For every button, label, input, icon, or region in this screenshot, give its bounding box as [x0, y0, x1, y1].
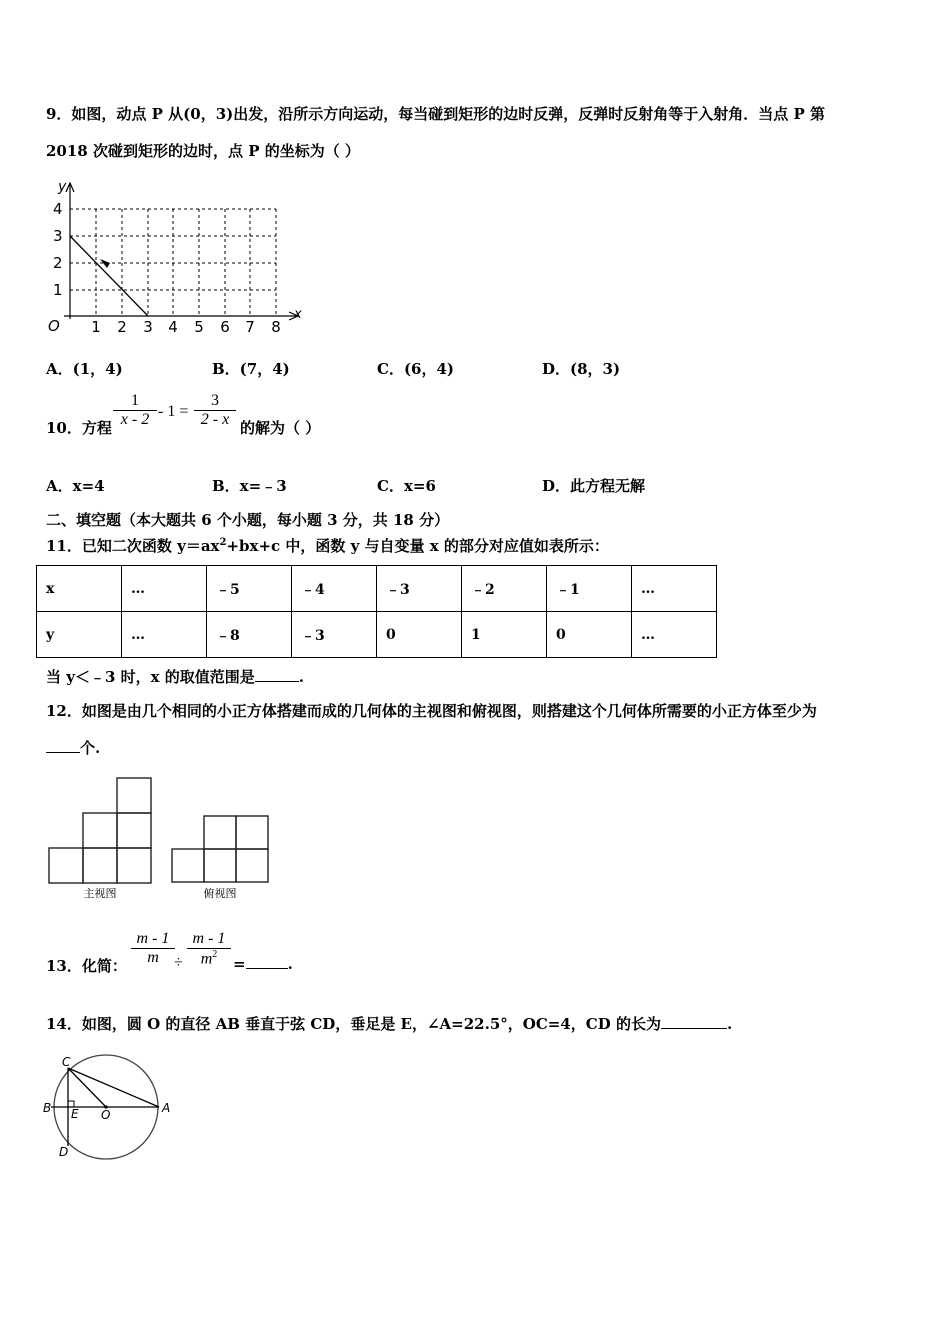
q10-option-b: B．x=﹣3	[212, 477, 287, 495]
q10-option-c: C．x=6	[377, 477, 436, 495]
caption-top-view: 俯视图	[203, 887, 237, 900]
q9-option-d: D．(8，3)	[542, 360, 621, 378]
denominator-base: m	[200, 950, 213, 968]
q10-fraction-1	[113, 392, 157, 429]
point-label-e: E	[71, 1107, 79, 1121]
x-tick: 6	[220, 318, 230, 336]
fraction-denominator	[187, 949, 231, 968]
fraction-numerator: 1	[131, 392, 139, 409]
table-cell: 0	[377, 612, 462, 658]
answer-blank	[661, 1028, 727, 1029]
q11-superscript: 2	[219, 537, 227, 548]
y-tick: 3	[53, 227, 63, 245]
table-cell: x	[37, 566, 122, 612]
table-cell: ﹣5	[207, 566, 292, 612]
q11-after-end: .	[298, 668, 304, 686]
q9-line1: 9．如图，动点 P 从(0，3)出发，沿所示方向运动，每当碰到矩形的边时反弹，反弹时反射角等于入射角．当点 P 第	[46, 105, 825, 123]
q13-equals: =	[233, 955, 246, 973]
answer-blank	[46, 752, 80, 753]
denominator-exponent: 2	[212, 949, 218, 960]
fraction-numerator: m - 1	[192, 930, 226, 947]
fraction-numerator: 3	[211, 392, 219, 409]
q12-line2-end: 个.	[80, 739, 101, 757]
point-label-b: B	[43, 1101, 52, 1115]
y-tick: 1	[53, 281, 63, 299]
answer-blank	[246, 968, 288, 969]
q11-text-a: 11．已知二次函数 y＝ax	[46, 537, 220, 555]
q12-views-figure	[44, 775, 276, 905]
q10-middle: - 1 =	[158, 403, 189, 420]
q13-prefix: 13．化简：	[46, 957, 127, 975]
table-cell: …	[122, 612, 207, 658]
x-tick: 4	[168, 318, 178, 336]
q11-text	[46, 535, 609, 556]
q10-fraction-2	[194, 392, 236, 429]
table-cell: ﹣2	[462, 566, 547, 612]
fraction-denominator: 2 - x	[200, 411, 230, 428]
y-tick: 2	[53, 254, 63, 272]
table-cell: ﹣1	[547, 566, 632, 612]
table-cell: ﹣4	[292, 566, 377, 612]
q9-option-c: C．(6，4)	[377, 360, 455, 378]
x-tick: 7	[245, 318, 255, 336]
table-cell: …	[632, 566, 717, 612]
y-axis-label: y	[58, 179, 67, 195]
q9-coordinate-graph	[40, 176, 310, 336]
q14-circle-figure	[42, 1052, 182, 1162]
origin-label: O	[48, 317, 60, 335]
x-tick: 5	[194, 318, 204, 336]
x-tick: 8	[271, 318, 281, 336]
q14-end: .	[726, 1015, 733, 1033]
q10-prefix: 10．方程	[46, 419, 112, 437]
table-cell: ﹣3	[377, 566, 462, 612]
q13-divide-sign: ÷	[174, 954, 183, 971]
x-axis-label: x	[294, 307, 302, 322]
q13-end: .	[287, 955, 293, 973]
q10-option-d: D．此方程无解	[542, 477, 646, 495]
q10-option-a: A．x=4	[46, 477, 105, 495]
q9-line2: 2018 次碰到矩形的边时，点 P 的坐标为（ ）	[46, 142, 360, 160]
x-tick: 1	[91, 318, 101, 336]
q14-text: 14．如图，圆 O 的直径 AB 垂直于弦 CD，垂足是 E，∠A=22.5°，OC=4，CD 的长为	[46, 1015, 661, 1033]
q9-option-b: B．(7，4)	[212, 360, 290, 378]
point-label-d: D	[59, 1145, 69, 1159]
q13-fraction-1	[131, 930, 175, 967]
x-tick: 3	[143, 318, 153, 336]
q10-suffix: 的解为（ ）	[240, 419, 321, 437]
front-view	[49, 778, 151, 883]
point-label-a: A	[162, 1101, 171, 1115]
q14-text-line	[46, 1013, 732, 1034]
table-cell: 0	[547, 612, 632, 658]
q12-line2	[46, 737, 100, 758]
table-cell: …	[122, 566, 207, 612]
table-cell: ﹣3	[292, 612, 377, 658]
fraction-numerator: m - 1	[136, 930, 170, 947]
q9-option-a: A．(1，4)	[46, 360, 123, 378]
caption-front-view: 主视图	[83, 887, 117, 900]
table-cell: ﹣8	[207, 612, 292, 658]
fraction-denominator: m	[147, 949, 159, 966]
q12-line1: 12．如图是由几个相同的小正方体搭建而成的几何体的主视图和俯视图，则搭建这个几何体所需要的小正方体至少为	[46, 702, 817, 720]
y-tick: 4	[53, 200, 63, 218]
q11-question	[46, 666, 304, 687]
q11-text-b: +bx+c 中，函数 y 与自变量 x 的部分对应值如表所示：	[226, 537, 609, 555]
table-row	[37, 612, 717, 658]
q11-after-text: 当 y＜﹣3 时，x 的取值范围是	[46, 668, 255, 686]
point-label-o: O	[101, 1108, 111, 1122]
table-cell: y	[37, 612, 122, 658]
fraction-denominator: x - 2	[120, 411, 150, 428]
table-cell: 1	[462, 612, 547, 658]
x-tick: 2	[117, 318, 127, 336]
section-heading: 二、填空题（本大题共 6 个小题，每小题 3 分，共 18 分）	[46, 511, 450, 529]
q13-answer	[233, 955, 293, 973]
table-row	[37, 566, 717, 612]
q11-value-table	[36, 565, 717, 658]
point-label-c: C	[62, 1055, 71, 1069]
q13-fraction-2	[187, 930, 231, 968]
table-cell: …	[632, 612, 717, 658]
answer-blank	[255, 681, 299, 682]
top-view	[172, 816, 268, 882]
